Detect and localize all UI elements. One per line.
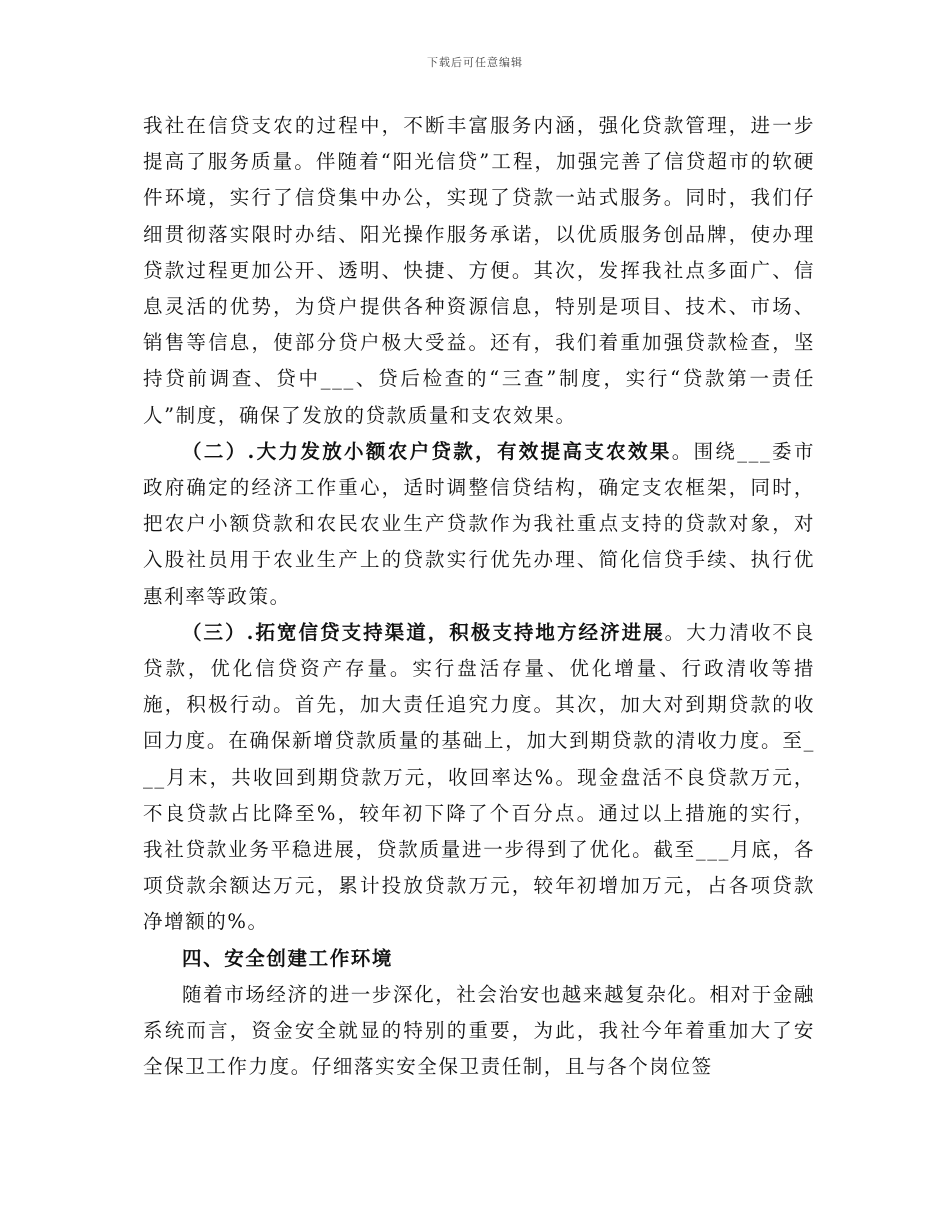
paragraph-credit-service: [143, 108, 815, 434]
paragraph-text: 我社在信贷支农的过程中，不断丰富服务内涵，强化贷款管理，进一步提高了服务质量。伴随着“阳光信贷”工程，加强完善了信贷超市的软硬件环境，实行了信贷集中办公，实现了贷款一站式服务。同时，我们仔细贯彻落实限时办结、阳光操作服务承诺，以优质服务创品牌，使办理贷款过程更加公开、透明、快捷、方便。其次，发挥我社点多面广、信息灵活的优势，为贷户提供各种资源信息，特别是项目、技术、市场、销售等信息，使部分贷户极大受益。还有，我们着重加强贷款检查，坚持贷前调查、贷中___、贷后检查的“三查”制度，实行“贷款第一责任人”制度，确保了发放的贷款质量和支农效果。: [143, 114, 815, 427]
paragraph-text: 。围绕___委市政府确定的经济工作重心，适时调整信贷结构，确定支农框架，同时，把农户小额贷款和农民农业生产贷款作为我社重点支持的贷款对象，对入股社员用于农业生产上的贷款实行优先办理、简化信贷手续、执行优惠利率等政策。: [143, 439, 815, 608]
paragraph-small-loans: [143, 434, 815, 615]
paragraph-safety: [143, 977, 815, 1086]
section-heading-small-loans: （二）.大力发放小额农户贷款，有效提高支农效果: [182, 439, 672, 463]
section-heading-credit-channels: （三）.拓宽信贷支持渠道，积极支持地方经济进展: [182, 620, 665, 644]
paragraph-text: 随着市场经济的进一步深化，社会治安也越来越复杂化。相对于金融系统而言，资金安全就显的特别的重要，为此，我社今年着重加大了安全保卫工作力度。仔细落实安全保卫责任制，且与各个岗位签: [143, 982, 816, 1079]
page-header-note: 下载后可任意编辑: [427, 56, 523, 69]
paragraph-credit-channels: [143, 615, 815, 941]
section-heading-safety: [143, 941, 815, 977]
paragraph-text: 。大力清收不良贷款，优化信贷资产存量。实行盘活存量、优化增量、行政清收等措施，积极行动。首先，加大责任追究力度。其次，加大对到期贷款的收回力度。在确保新增贷款质量的基础上，加大到期贷款的清收力度。至___月末，共收回到期贷款万元，收回率达%。现金盘活不良贷款万元，不良贷款占比降至%，较年初下降了个百分点。通过以上措施的实行，我社贷款业务平稳进展，贷款质量进一步得到了优化。截至___月底，各项贷款余额达万元，累计投放贷款万元，较年初增加万元，占各项贷款净增额的%。: [143, 620, 816, 934]
section-heading-text: 四、安全创建工作环境: [182, 946, 394, 970]
document-body: [143, 108, 815, 1085]
